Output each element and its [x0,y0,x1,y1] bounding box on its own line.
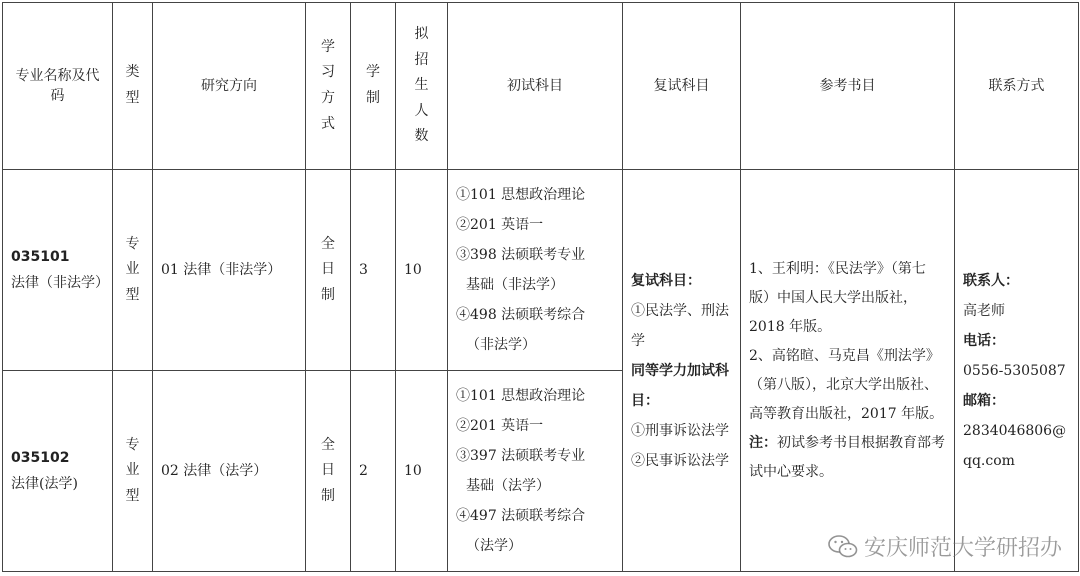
prelim-subjects-cell: ①101 思想政治理论 ②201 英语一 ③398 法硕联考专业 基础（非法学） ④498 法硕联考综合 （非法学） [448,170,623,371]
books-cell [741,170,955,572]
major-name: 法律(法学) [11,476,78,492]
admissions-table [2,2,1079,572]
contact-person: 高老师 [963,302,1005,319]
direction-cell: 01 法律（非法学） [153,170,306,371]
contact-person-label: 联系人： [963,272,1019,289]
mode-cell: 全 日 制 [306,371,351,572]
extra-test-item: ②民事诉讼法学 [631,452,729,469]
header-type: 类 型 [113,3,153,170]
header-contact: 联系方式 [955,3,1079,170]
major-cell [3,371,113,572]
phone-number: 0556-5305087 [963,362,1066,379]
direction-cell: 02 法律（法学） [153,371,306,572]
enrollment-cell: 10 [396,371,448,572]
header-major: 专业名称及代码 [3,3,113,170]
phone-label: 电话： [963,332,1005,349]
header-row [3,3,1079,170]
retest-cell [623,170,741,572]
extra-test-item: ①刑事诉讼法学 [631,422,729,439]
type-cell: 专 业 型 [113,170,153,371]
major-code: 035102 [11,449,70,466]
book-note: 注：初试参考书目根据教育部考试中心要求。 [749,434,945,480]
watermark-text: 安庆师范大学研招办 [863,536,1062,561]
book-item: 1、王利明：《民法学》（第七版）中国人民大学出版社，2018 年版。 [749,260,926,335]
major-code: 035101 [11,248,70,265]
header-study-mode: 学 习 方 式 [306,3,351,170]
header-duration: 学 制 [351,3,396,170]
email-address: 2834046806@qq.com [963,422,1067,469]
mode-cell: 全 日 制 [306,170,351,371]
enrollment-cell: 10 [396,170,448,371]
contact-cell [955,170,1079,572]
type-cell: 专 业 型 [113,371,153,572]
duration-cell: 2 [351,371,396,572]
table-row [3,170,1079,371]
extra-test-label: 同等学力加试科目： [631,362,729,409]
major-name: 法律（非法学） [11,275,109,291]
header-prelim: 初试科目 [448,3,623,170]
header-direction: 研究方向 [153,3,306,170]
prelim-subjects-cell: ①101 思想政治理论 ②201 英语一 ③397 法硕联考专业 基础（法学） ④497 法硕联考综合 （法学） [448,371,623,572]
major-cell [3,170,113,371]
retest-item: ①民法学、刑法学 [631,302,729,349]
book-item: 2、高铭暄、马克昌《刑法学》（第八版），北京大学出版社、高等教育出版社，2017 年版。 [749,347,944,422]
email-label: 邮箱： [963,392,1005,409]
duration-cell: 3 [351,170,396,371]
header-retest: 复试科目 [623,3,741,170]
retest-label: 复试科目： [631,272,701,289]
header-books: 参考书目 [741,3,955,170]
header-enrollment: 拟 招 生 人 数 [396,3,448,170]
